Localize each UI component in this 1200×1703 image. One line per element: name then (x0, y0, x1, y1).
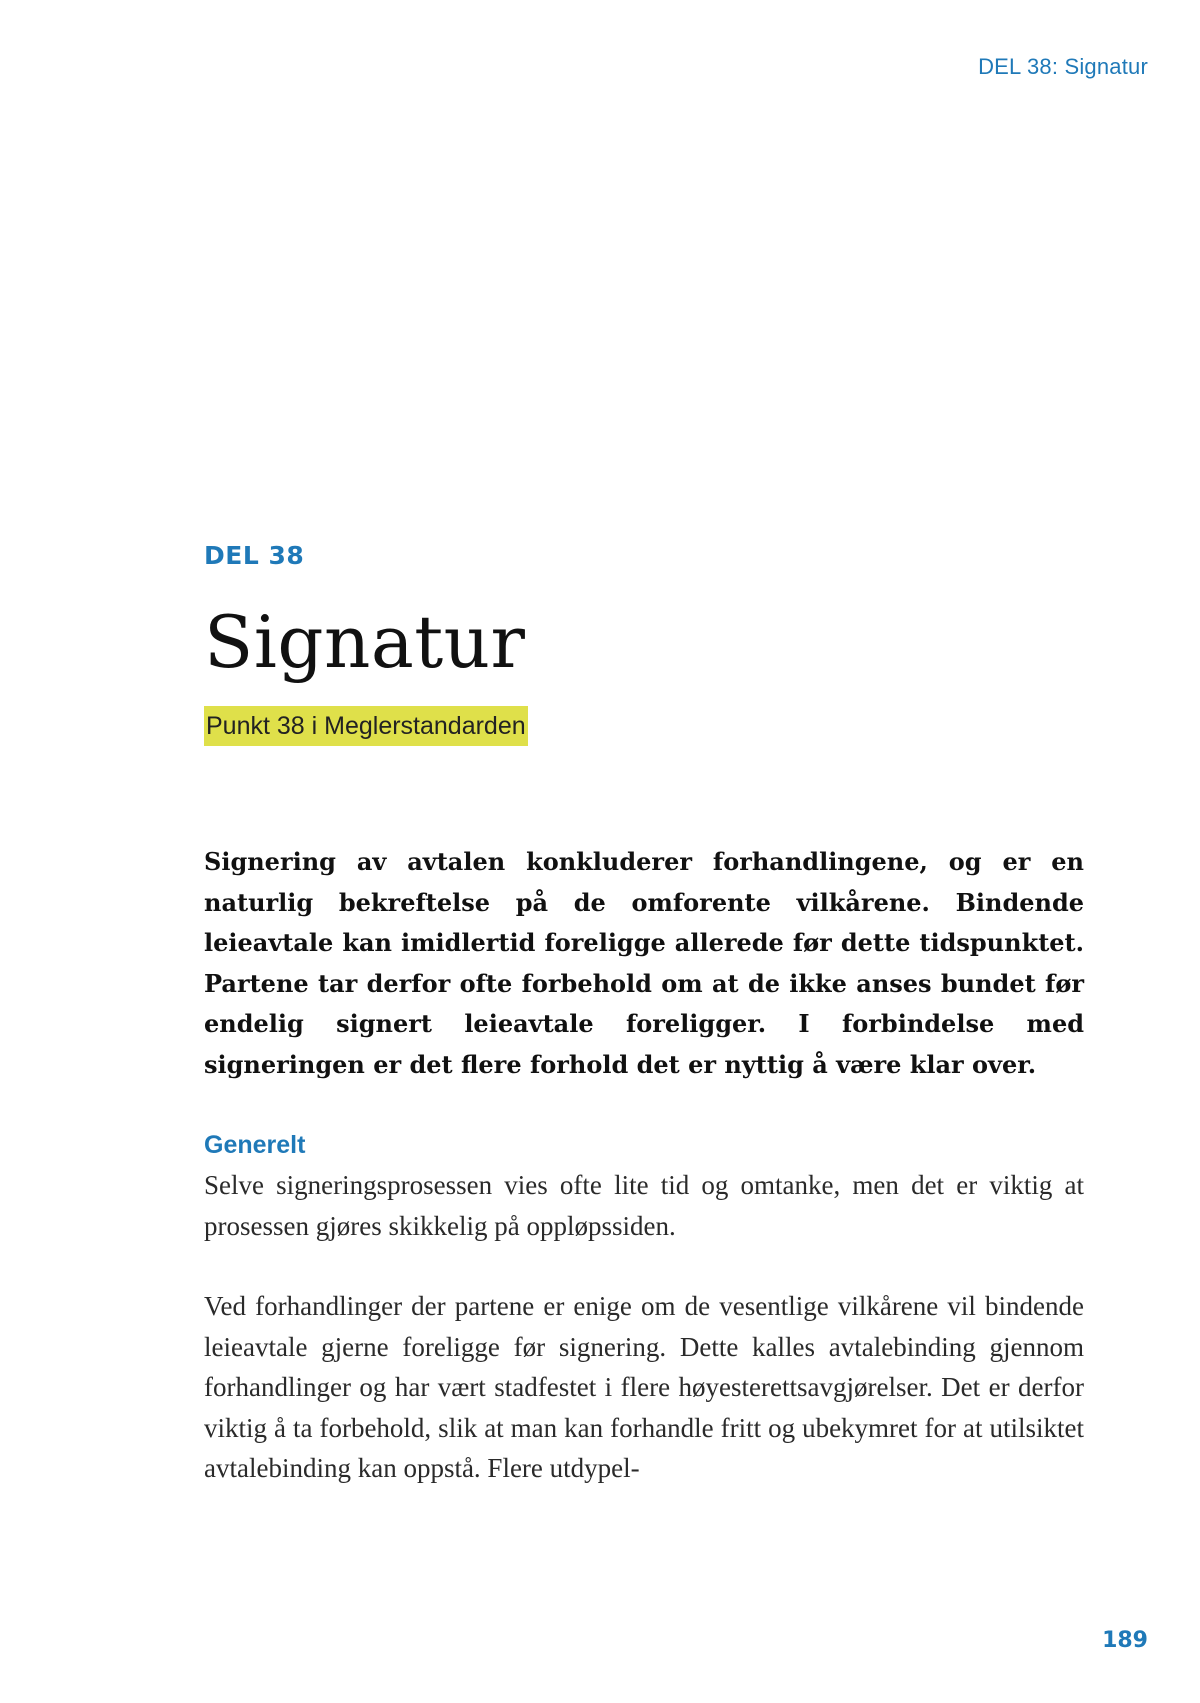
body-paragraph: Selve signeringsprosessen vies ofte lite tid og omtanke, men det er viktig at prosessen gjøres skikkelig på oppløpssiden. (204, 1170, 1084, 1241)
page-number: 189 (1102, 1628, 1148, 1653)
body-paragraph: Ved forhandlinger der partene er enige om de vesentlige vilkårene vil bindende leieavtale gjerne foreligge før signering. Dette kalles avtalebinding gjennom forhandlinger og har vært stadfestet i flere høyesterettsavgjørelser. Det er derfor viktig å ta forbehold, slik at man kan forhandle fritt og ubekymret for at utilsiktet avtalebinding kan oppstå. Flere utdypel- (204, 1291, 1084, 1483)
running-header: DEL 38: Signatur (978, 54, 1148, 79)
lead-paragraph: Signering av avtalen konkluderer forhandlingene, og er en naturlig bekreftelse på de omforente vilkårene. Bindende leieavtale kan imidlertid foreligge allerede før dette tidspunktet. Partene tar derfor ofte forbehold om at de ikke anses bundet før endelig signert leieavtale foreligger. I forbindelse med signeringen er det flere forhold det er nyttig å være klar over. (204, 847, 1084, 1079)
chapter-subtitle: Punkt 38 i Meglerstandarden (204, 706, 528, 746)
page-content (204, 536, 1084, 1489)
chapter-title: Signatur (204, 600, 526, 684)
part-label: DEL 38 (204, 541, 305, 570)
section-heading: Generelt (204, 1131, 306, 1159)
